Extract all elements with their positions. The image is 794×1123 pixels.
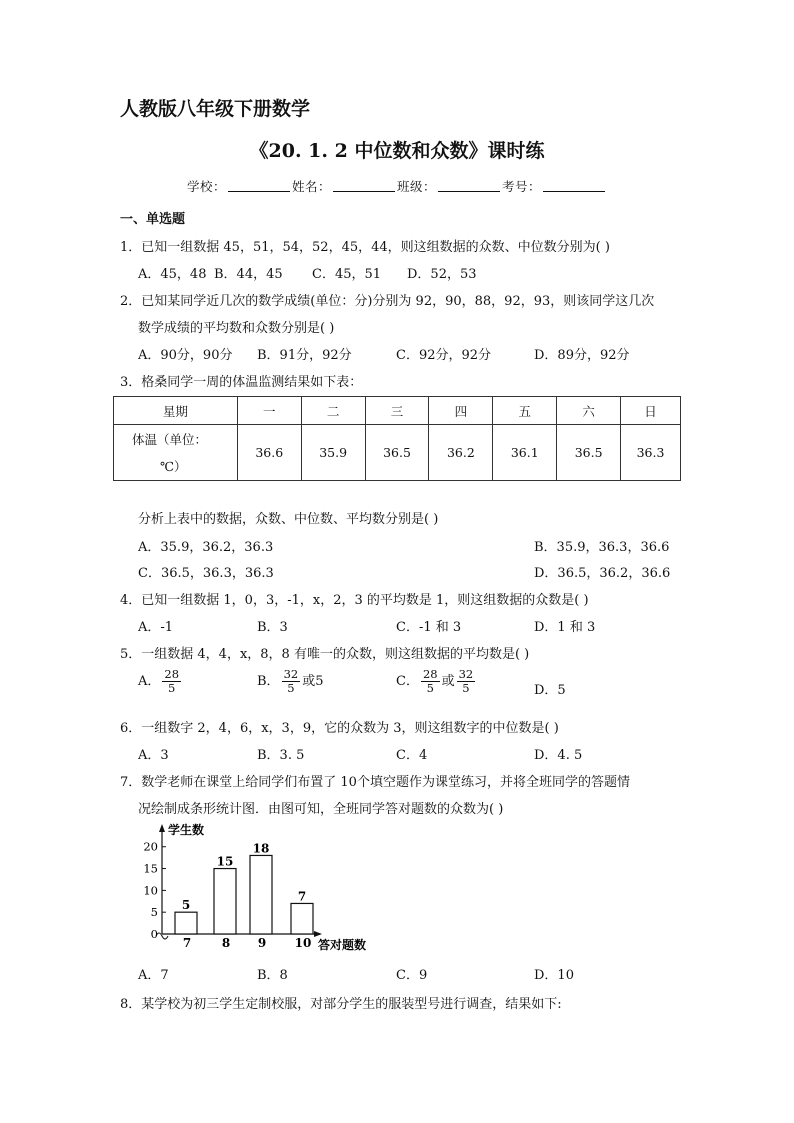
table-cell: 36.5: [557, 425, 621, 481]
q6-stem: 6．一组数字 2，4，6，x，3，9，它的众数为 3，则这组数字的中位数是( ): [120, 721, 559, 736]
q5-option-c: [396, 668, 477, 695]
page-title: 《20. 1. 2 中位数和众数》课时练: [249, 140, 545, 162]
class-blank[interactable]: [438, 179, 500, 192]
q1-option-b: B．44，45: [214, 267, 283, 282]
fraction-denominator: 5: [287, 681, 295, 695]
table-day: 三: [365, 397, 429, 425]
q3-stem: 3．格桑同学一周的体温监测结果如下表：: [120, 375, 363, 390]
table-header-label: 星期: [114, 397, 238, 425]
q3-option-b: B．35.9，36.3，36.6: [534, 540, 670, 555]
temperature-table: [113, 396, 681, 481]
y-tick-label: 5: [150, 905, 158, 920]
q8-stem: 8．某学校为初三学生定制校服，对部分学生的服装型号进行调查，结果如下:: [120, 997, 562, 1012]
fraction-numerator: 28: [164, 667, 180, 681]
fraction-numerator: 32: [283, 667, 299, 681]
table-row: [114, 425, 681, 481]
x-tick-label: 10: [294, 936, 312, 950]
table-row-label: [114, 425, 238, 481]
table-header-row: [114, 397, 681, 425]
q6-option-a: A．3: [138, 748, 169, 763]
table-day: 五: [493, 397, 557, 425]
bar: [214, 869, 236, 934]
x-tick-label: 7: [182, 936, 192, 950]
value-five: 5: [315, 674, 324, 689]
bar-value-label: 5: [181, 898, 191, 913]
q5-b-prefix: B．: [257, 674, 280, 689]
q5-a-prefix: A．: [138, 674, 161, 689]
q4-option-d: D．1 和 3: [534, 620, 596, 635]
q3-option-a: A．35.9，36.2，36.3: [138, 540, 274, 555]
y-axis-arrow: [159, 824, 165, 832]
class-label: 班级：: [397, 179, 437, 194]
fraction-numerator: 28: [422, 667, 438, 681]
fraction-denominator: 5: [168, 681, 176, 695]
fraction: [162, 668, 181, 695]
exam-blank[interactable]: [543, 179, 605, 192]
or-word: 或: [441, 674, 455, 689]
school-blank[interactable]: [228, 179, 290, 192]
q7-option-d: D．10: [534, 968, 574, 983]
q5-option-a: [138, 668, 183, 695]
y-tick-label: 0: [150, 927, 158, 941]
table-cell: 35.9: [301, 425, 365, 481]
q7-option-c: C．9: [396, 968, 428, 983]
bar-value-label: 15: [216, 854, 234, 869]
table-day: 二: [301, 397, 365, 425]
bar: [175, 912, 197, 934]
row-label-line2: ℃）: [160, 458, 187, 474]
bar: [250, 855, 272, 934]
bar-value-label: 7: [297, 889, 307, 904]
y-tick-label: 15: [143, 861, 158, 876]
q6-option-b: B．3. 5: [257, 748, 305, 763]
subtitle: 人教版八年级下册数学: [120, 98, 311, 120]
q4-option-a: A．-1: [138, 620, 174, 635]
fraction: [282, 668, 301, 695]
table-cell: 36.5: [365, 425, 429, 481]
q1-stem: 1．已知一组数据 45，51，54，52，45，44，则这组数据的众数、中位数分别为( ): [120, 240, 610, 255]
fraction: [457, 668, 476, 695]
q2-stem-line2: 数学成绩的平均数和众数分别是( ): [138, 321, 335, 336]
q3-option-d: D．36.5，36.2，36.6: [534, 566, 671, 581]
q3-option-c: C．36.5，36.3，36.3: [138, 566, 274, 581]
school-label: 学校：: [186, 179, 226, 194]
q2-option-d: D．89分，92分: [534, 348, 630, 363]
q5-option-d: D．5: [534, 683, 566, 698]
table-cell: 36.3: [621, 425, 681, 481]
name-label: 姓名：: [291, 179, 331, 194]
or-word: 或: [302, 674, 316, 689]
q7-option-a: A．7: [138, 968, 169, 983]
table-day: 四: [429, 397, 493, 425]
bar-chart: [140, 820, 390, 955]
q2-option-a: A．90分，90分: [138, 348, 233, 363]
q1-option-a: A．45，48: [138, 267, 207, 282]
y-axis-label: 学生数: [168, 823, 205, 837]
q6-option-c: C．4: [396, 748, 428, 763]
y-tick-label: 10: [143, 883, 158, 898]
q7-option-b: B．8: [257, 968, 288, 983]
q4-option-b: B．3: [257, 620, 288, 635]
q3-stem-2: 分析上表中的数据，众数、中位数、平均数分别是( ): [138, 512, 439, 527]
q1-option-d: D．52，53: [407, 267, 477, 282]
x-tick-label: 9: [257, 936, 267, 950]
table-cell: 36.1: [493, 425, 557, 481]
exam-label: 考号：: [502, 179, 542, 194]
table-cell: 36.2: [429, 425, 493, 481]
table-day: 六: [557, 397, 621, 425]
table-cell: 36.6: [237, 425, 301, 481]
fraction: [421, 668, 440, 695]
x-axis-arrow: [314, 931, 322, 937]
student-info-line: [0, 177, 794, 195]
chart-bars: [175, 855, 313, 934]
q7-stem-line1: 7．数学老师在课堂上给同学们布置了 10个填空题作为课堂练习，并将全班同学的答题情: [120, 775, 630, 790]
q6-option-d: D．4. 5: [534, 748, 583, 763]
fraction-denominator: 5: [426, 681, 434, 695]
fraction-numerator: 32: [458, 667, 474, 681]
q2-option-c: C．92分，92分: [396, 348, 492, 363]
bar-value-label: 18: [252, 841, 270, 856]
q5-c-prefix: C．: [396, 674, 419, 689]
x-axis-label: 答对题数: [318, 938, 367, 952]
q1-option-c: C．45，51: [312, 267, 382, 282]
table-day: 日: [621, 397, 681, 425]
name-blank[interactable]: [333, 179, 395, 192]
q4-stem: 4．已知一组数据 1，0，3，-1，x，2，3 的平均数是 1，则这组数据的众数是( ): [120, 593, 589, 608]
q2-option-b: B．91分，92分: [257, 348, 352, 363]
q5-stem: 5．一组数据 4，4，x，8，8 有唯一的众数，则这组数据的平均数是( ): [120, 647, 530, 662]
q7-stem-line2: 况绘制成条形统计图．由图可知，全班同学答对题数的众数为( ): [138, 802, 504, 817]
row-label-line1: 体温（单位：: [132, 431, 208, 447]
section-heading: 一、单选题: [120, 212, 186, 227]
x-tick-label: 8: [221, 936, 231, 950]
q5-option-b: [257, 668, 324, 695]
q2-stem-line1: 2．已知某同学近几次的数学成绩(单位：分)分别为 92，90，88，92，93，则该同学这几次: [120, 294, 655, 309]
fraction-denominator: 5: [462, 681, 470, 695]
q4-option-c: C．-1 和 3: [396, 620, 462, 635]
table-day: 一: [237, 397, 301, 425]
y-tick-label: 20: [143, 839, 158, 854]
bar: [291, 903, 313, 934]
